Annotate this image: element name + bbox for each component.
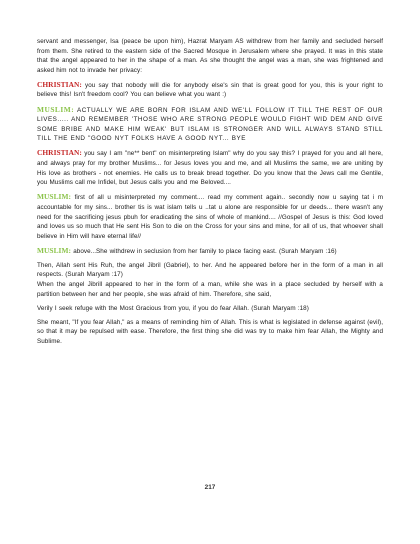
paragraph-muslim-1 — [37, 105, 383, 144]
speaker-muslim: MUSLIM: — [37, 192, 72, 202]
paragraph-text: She meant, "If you fear Allah," as a means of reminding him of Allah. This is what is legislated in defense against (evil), so that it may be repulsed with ease. Therefore, the first thing she did was try to make him fear Allah, the Mighty and Sublime. — [37, 318, 383, 346]
page-body — [37, 37, 383, 351]
paragraph-muslim-2 — [37, 192, 383, 241]
page-number: 217 — [204, 484, 216, 491]
paragraph-quran-17 — [37, 261, 383, 299]
paragraph-intro — [37, 37, 383, 75]
speaker-muslim: MUSLIM: — [37, 104, 75, 114]
paragraph-text: first of all u misinterpreted my comment.... read my comment again.. secondly now u saying tat i m accountable for my sins... brother tis is wat islam tells u ..tat u alone are responsible for ur deeds... there wasn't any need for the sacrificing jesus pbuh for eradicating the sins of whole of mankind.... //Gospel of Jesus is this: God loved and loves us so much that He sent His Son to die on the Cross for your sins and mine, for all of us, that whoever shall believe in Him will have eternal life// — [37, 194, 383, 240]
paragraph-christian-1 — [37, 80, 383, 100]
paragraph-text: you say I am "ne** bent" on misinterpreting Islam" why do you say this? I prayed for you and all here, and always pray for my brother Muslims... for Jesus loves you and me, and all Muslims the same, we are uniting by His love as brothers - not enemies. He calls us to break bread together. Do you know that the Jews call me Gentile, you Muslims call me Infidel, but Jesus calls you and me Beloved.... — [37, 150, 383, 187]
speaker-christian: CHRISTIAN: — [37, 79, 82, 89]
paragraph-text: Verily I seek refuge with the Most Gracious from you, if you do fear Allah. (Surah Maryam :18) — [37, 304, 309, 312]
paragraph-text: above...She withdrew in seclusion from her family to place facing east. (Surah Maryam :16) — [71, 247, 337, 255]
paragraph-text: Then, Allah sent His Ruh, the angel Jibril (Gabriel), to her. And he appeared before her in the form of a man in all respects. (Surah Maryam :17) When the angel Jibrill appeared to her in the form of a man, while she was in a place secluded by herself with a partition between her and her people, she was afraid of him. Therefore, she said, — [37, 261, 383, 298]
paragraph-text: ACTUALLY WE ARE BORN FOR ISLAM AND WE'LL FOLLOW IT TILL THE REST OF OUR LIVES..... AND REMEMBER 'THOSE WHO ARE STRONG PEOPLE WOULD FIGHT WID DEM AND GIVE SOME BRIBE AND MAKE HIM WEAK' BUT ISLAM IS STRONGER AND WILL ALWAYS STAND STILL TILL THE END "GOOD NYT FOLKS HAVE A GOOD NYT... BYE — [37, 106, 383, 143]
paragraph-explanation — [37, 318, 383, 347]
paragraph-text: servant and messenger, Isa (peace be upon him), Hazrat Maryam AS withdrew from her family and secluded herself from them. She retired to the eastern side of the Sacred Mosque in Jerusalem where she prayed. It was in this state that the angel appeared to her in the shape of a man. As she thought the angel was a man, she was frightened and asked him not to invade her privacy: — [37, 38, 383, 74]
paragraph-muslim-3 — [37, 246, 383, 257]
paragraph-quran-18 — [37, 304, 383, 314]
paragraph-text: you say that nobody will die for anybody else's sin that is great good for you, this is your right to believe this! Isn't freedom cool? You can believe what you want :) — [37, 81, 383, 99]
speaker-muslim: MUSLIM: — [37, 245, 72, 255]
speaker-christian: CHRISTIAN: — [37, 148, 82, 158]
paragraph-christian-2 — [37, 148, 383, 187]
